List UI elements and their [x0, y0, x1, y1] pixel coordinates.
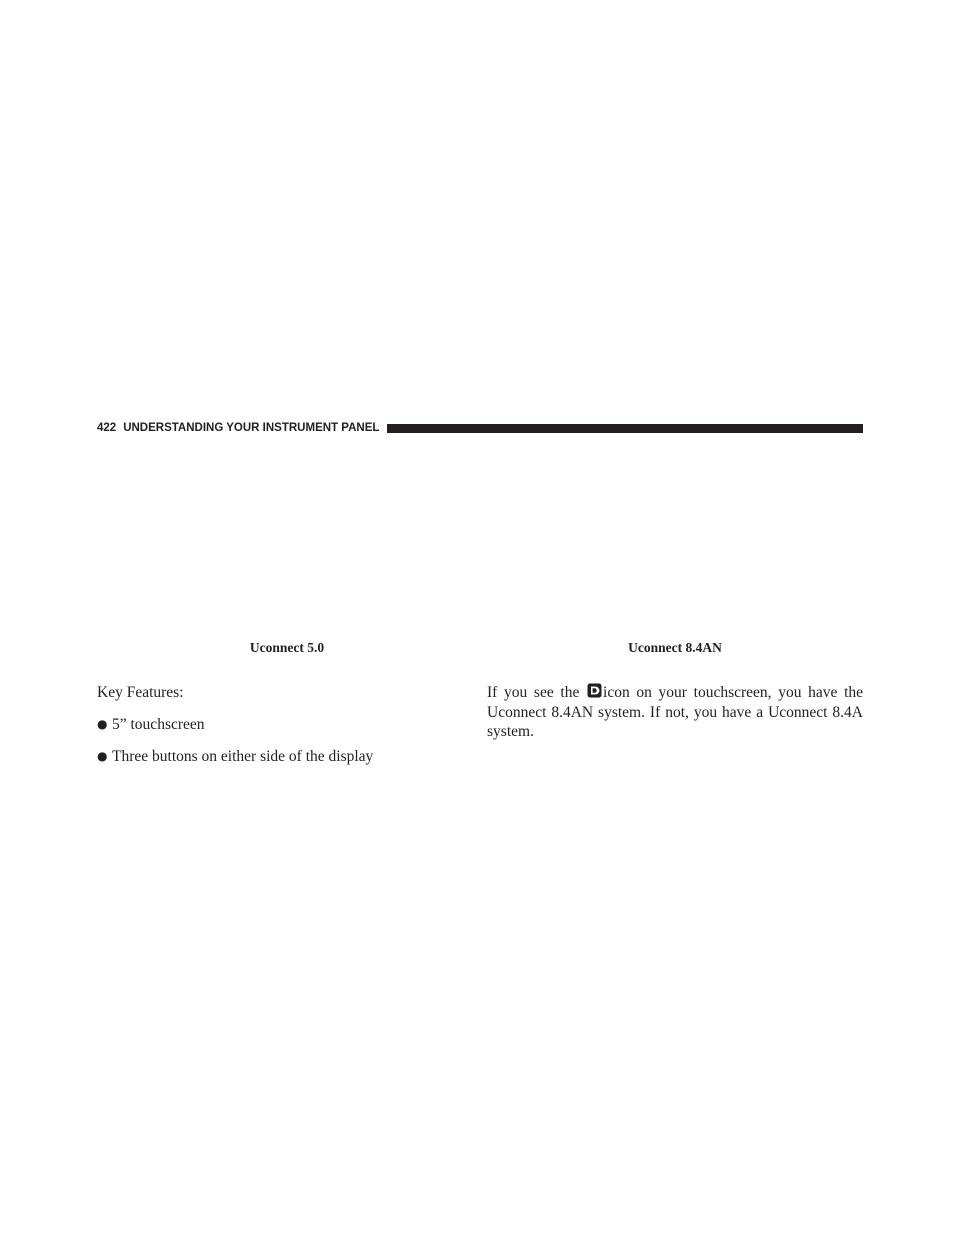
list-item — [97, 715, 467, 734]
feature-text: 5” touchscreen — [112, 716, 205, 733]
bullet-icon: ● — [97, 749, 108, 763]
paragraph-text-start: If you see the — [487, 684, 587, 701]
uconnect-84an-caption: Uconnect 8.4AN — [628, 640, 722, 655]
section-title: UNDERSTANDING YOUR INSTRUMENT PANEL — [123, 422, 380, 434]
bullet-icon: ● — [97, 717, 108, 731]
list-item — [97, 747, 467, 766]
left-column — [97, 683, 467, 779]
navigation-drive-icon — [587, 683, 602, 698]
feature-text: Three buttons on either side of the display — [112, 748, 374, 765]
paragraph-text-end: icon on your touchscreen, you have the Uconnect 8.4AN system. If not, you have a Uconnect 8.4A system. — [487, 684, 864, 740]
features-list — [97, 715, 467, 766]
right-column — [487, 683, 863, 742]
header-rule — [387, 424, 863, 433]
page-number: 422 — [97, 422, 117, 434]
key-features-heading: Key Features: — [97, 684, 184, 701]
page-header — [97, 419, 863, 437]
uconnect-5-caption: Uconnect 5.0 — [249, 640, 325, 655]
system-identification-paragraph — [487, 683, 863, 742]
